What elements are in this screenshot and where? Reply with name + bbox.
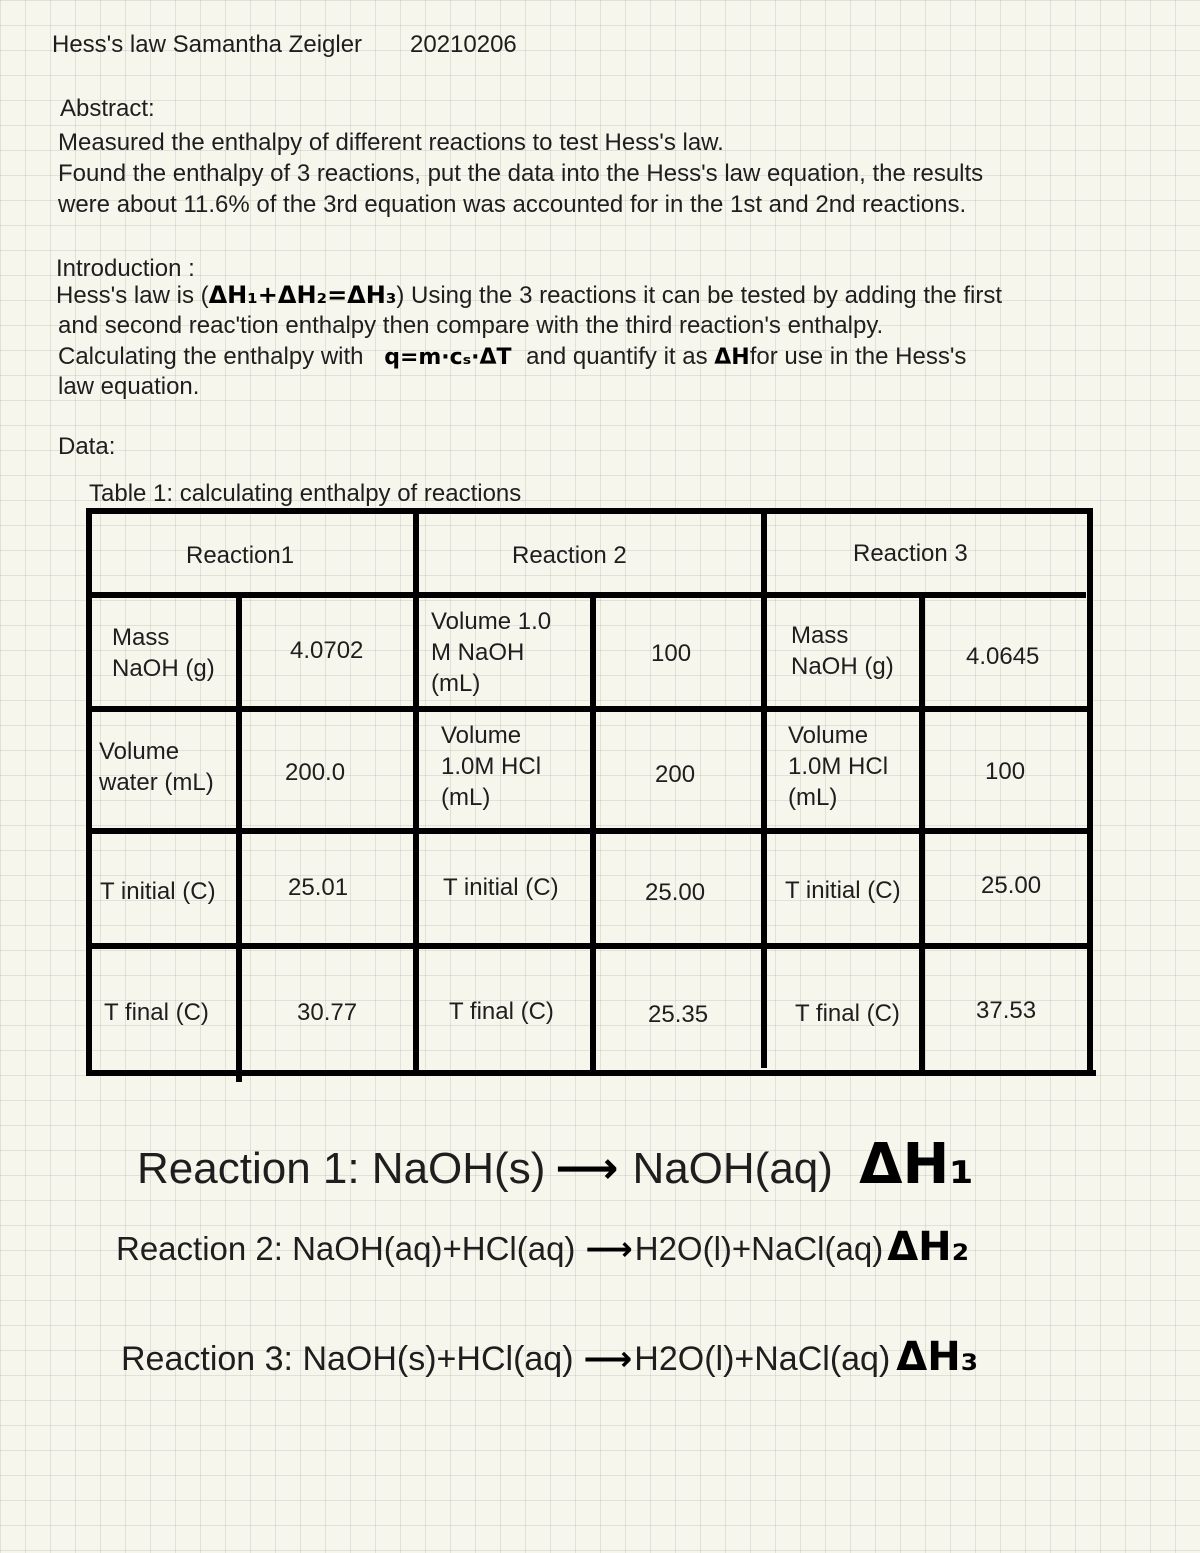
r2-label-t-initial: T initial (C) <box>443 874 559 901</box>
hess-equation: ΔH₁+ΔH₂=ΔH₃ <box>208 281 397 309</box>
r1-label-t-initial: T initial (C) <box>100 878 216 905</box>
data-heading: Data: <box>58 433 116 460</box>
r1-label-volume-l1: Volume <box>99 738 180 765</box>
r2-label-volume-naoh <box>431 606 551 699</box>
reaction-2-equation <box>116 1224 969 1270</box>
r2-label-volume-hcl-l2: 1.0M HCl <box>441 753 542 780</box>
table-col-rule-r1 <box>236 596 242 1082</box>
intro-line3-suffix: for use in the Hess's <box>749 343 967 370</box>
reaction-2-arrow: ⟶ <box>585 1230 633 1267</box>
table-col-rule-2 <box>761 508 767 1068</box>
r2-value-volume-hcl: 200 <box>655 761 696 788</box>
r3-label-t-initial: T initial (C) <box>785 877 901 904</box>
reaction-3-equation <box>121 1334 978 1380</box>
intro-line1-prefix: Hess's law is ( <box>56 282 209 309</box>
r1-label-t-final: T final (C) <box>104 999 209 1026</box>
reaction-2-product: H2O(l)+NaCl(aq) <box>634 1230 884 1267</box>
r2-value-t-final: 25.35 <box>648 1001 709 1028</box>
reaction-1-delta-h: ΔH₁ <box>859 1132 974 1197</box>
table-col-rule-r2 <box>590 596 596 1076</box>
r3-label-mass-l1: Mass <box>791 622 849 649</box>
r3-value-volume-hcl: 100 <box>985 758 1026 785</box>
r3-label-mass <box>791 620 894 682</box>
reaction-1-arrow: ⟶ <box>555 1144 619 1193</box>
introduction-heading: Introduction : <box>56 255 195 282</box>
table-col-rule-1 <box>413 508 419 1076</box>
introduction-line-3 <box>58 343 966 371</box>
reaction-1-equation <box>137 1132 974 1197</box>
r2-value-t-initial: 25.00 <box>645 879 706 906</box>
r3-label-volume-hcl <box>788 720 888 813</box>
header-reaction-1: Reaction1 <box>186 542 295 569</box>
abstract-heading: Abstract: <box>60 95 155 122</box>
reaction-1-product: NaOH(aq) <box>632 1144 833 1193</box>
r1-value-mass: 4.0702 <box>290 637 364 664</box>
r3-label-volume-hcl-l3: (mL) <box>788 784 838 811</box>
r1-label-volume <box>99 736 214 798</box>
reaction-1-reactants: Reaction 1: NaOH(s) <box>137 1144 546 1193</box>
header-reaction-3: Reaction 3 <box>853 540 968 567</box>
intro-line3-prefix: Calculating the enthalpy with <box>58 343 364 370</box>
document-date: 20210206 <box>410 31 517 58</box>
r1-label-volume-l2: water (mL) <box>99 769 214 796</box>
r3-label-mass-l2: NaOH (g) <box>791 653 894 680</box>
r1-value-t-initial: 25.01 <box>288 874 349 901</box>
r3-label-volume-hcl-l1: Volume <box>788 722 869 749</box>
table-col-rule-r3 <box>919 596 925 1076</box>
r3-value-t-initial: 25.00 <box>981 872 1042 899</box>
r1-value-volume: 200.0 <box>285 759 346 786</box>
r2-label-volume-hcl-l3: (mL) <box>441 784 491 811</box>
reaction-3-arrow: ⟶ <box>583 1340 633 1378</box>
enthalpy-table <box>86 508 1093 1076</box>
abstract-line-3: were about 11.6% of the 3rd equation was accounted for in the 1st and 2nd reactions. <box>58 191 967 218</box>
reaction-2-reactants: Reaction 2: NaOH(aq)+HCl(aq) <box>116 1230 576 1267</box>
abstract-line-1: Measured the enthalpy of different reactions to test Hess's law. <box>58 129 724 156</box>
abstract-line-2: Found the enthalpy of 3 reactions, put the data into the Hess's law equation, the results <box>58 160 984 187</box>
heat-formula: q=m·cₛ·ΔT <box>384 345 512 370</box>
intro-line1-suffix: ) Using the 3 reactions it can be tested by adding the first <box>396 282 1003 309</box>
introduction-line-2: and second reac'tion enthalpy then compare with the third reaction's enthalpy. <box>58 312 884 339</box>
r2-label-volume-naoh-l3: (mL) <box>431 670 481 697</box>
introduction-line-1 <box>56 281 1002 310</box>
table-border-right <box>1087 508 1093 1076</box>
r2-label-t-final: T final (C) <box>449 998 554 1025</box>
intro-line3-mid: and quantify it as <box>526 343 708 370</box>
document-title: Hess's law Samantha Zeigler <box>52 31 363 58</box>
r2-value-volume-naoh: 100 <box>651 640 692 667</box>
header-reaction-2: Reaction 2 <box>512 542 627 569</box>
r3-value-t-final: 37.53 <box>976 997 1037 1024</box>
table-border-left <box>86 508 92 1076</box>
reaction-3-product: H2O(l)+NaCl(aq) <box>634 1340 891 1378</box>
reaction-2-delta-h: ΔH₂ <box>887 1224 970 1270</box>
introduction-line-4: law equation. <box>58 373 200 400</box>
r1-value-t-final: 30.77 <box>297 999 358 1026</box>
delta-h-symbol: ΔH <box>714 345 750 370</box>
r2-label-volume-hcl <box>441 720 541 813</box>
r1-label-mass-l1: Mass <box>112 624 170 651</box>
reaction-3-reactants: Reaction 3: NaOH(s)+HCl(aq) <box>121 1340 574 1378</box>
table-border-top <box>86 508 1093 514</box>
reaction-3-delta-h: ΔH₃ <box>896 1334 979 1380</box>
r3-label-volume-hcl-l2: 1.0M HCl <box>788 753 889 780</box>
r1-label-mass <box>112 622 215 684</box>
r3-value-mass: 4.0645 <box>966 643 1040 670</box>
r1-label-mass-l2: NaOH (g) <box>112 655 215 682</box>
r3-label-t-final: T final (C) <box>795 1000 900 1027</box>
r2-label-volume-hcl-l1: Volume <box>441 722 522 749</box>
r2-label-volume-naoh-l1: Volume 1.0 <box>431 608 552 635</box>
table-caption: Table 1: calculating enthalpy of reactions <box>89 480 522 507</box>
r2-label-volume-naoh-l2: M NaOH <box>431 639 525 666</box>
